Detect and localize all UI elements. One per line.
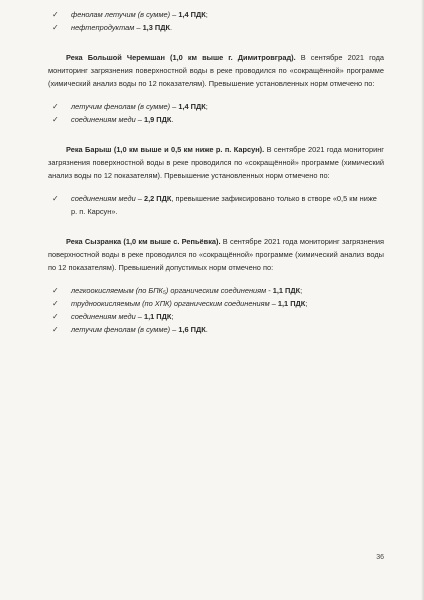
item-end: ; — [205, 102, 208, 111]
section-heading: Река Большой Черемшан (1,0 км выше г. Димитровград). — [66, 53, 296, 62]
item-value: 1,1 ПДК — [277, 299, 306, 308]
checkmark-icon: ✓ — [52, 10, 59, 19]
checkmark-icon: ✓ — [52, 194, 59, 203]
item-dash: - — [266, 286, 273, 295]
page-content — [48, 8, 384, 336]
item-end: . — [205, 325, 208, 334]
item-value: 1,6 ПДК — [178, 325, 206, 334]
checkmark-icon: ✓ — [52, 102, 59, 111]
section-body: В сентябре 2021 года мониторинг загрязнения поверхностной воды в реке проводился по «сокращённой» программе (химический анализ воды по 12 показателям). Превышение установленных норм отмечено по: — [48, 53, 384, 88]
item-end: . — [169, 23, 173, 32]
section-paragraph — [48, 143, 384, 182]
list-item — [48, 297, 384, 310]
item-text: летучим фенолам (в сумме) — [71, 325, 171, 334]
list-item — [48, 192, 384, 218]
list-item — [48, 21, 384, 34]
item-dash: – — [170, 325, 179, 334]
list-item — [48, 8, 384, 21]
item-end: ; — [205, 10, 208, 19]
page-number: 36 — [376, 554, 384, 561]
list-item — [48, 323, 384, 336]
section-paragraph — [48, 235, 384, 274]
item-dash: – — [135, 115, 144, 124]
checkmark-icon: ✓ — [52, 23, 59, 32]
checkmark-icon: ✓ — [52, 286, 59, 295]
list-item — [48, 310, 384, 323]
item-value: 1,3 ПДК — [142, 23, 170, 32]
section-body: В сентябре 2021 года мониторинг загрязнения поверхностной воды в реке проводился по «сокращённой» программе (химический анализ воды по 12 показателям). Превышений допустимых норм отмечено по: — [48, 237, 384, 272]
item-dash: – — [135, 194, 144, 203]
item-dash: – — [170, 102, 179, 111]
item-text: трудноокисляемым (по ХПК) органическим соединениям — [71, 299, 270, 308]
section-heading: Река Барыш (1,0 км выше и 0,5 км ниже р. п. Карсун). — [66, 145, 265, 154]
item-dash: – — [135, 312, 144, 321]
checkmark-icon: ✓ — [52, 115, 59, 124]
list-item — [48, 113, 384, 126]
section-heading: Река Сызранка (1,0 км выше с. Репьёвка). — [66, 237, 221, 246]
item-text: нефтепродуктам — [71, 23, 135, 32]
checkmark-icon: ✓ — [52, 325, 59, 334]
item-text: соединениям меди — [71, 194, 136, 203]
item-dash: – — [269, 299, 278, 308]
list-item — [48, 284, 384, 297]
item-dash: – — [170, 10, 179, 19]
section-body: В сентябре 2021 года мониторинг загрязнения поверхностной воды в реке проводился по «сокращённой» программе (химический анализ воды по 12 показателям). Превышение установленных норм отмечено по: — [48, 145, 384, 180]
checkmark-icon: ✓ — [52, 312, 59, 321]
item-value: 1,1 ПДК — [272, 286, 301, 295]
item-value: 1,4 ПДК — [178, 102, 206, 111]
item-text: фенолам летучим (в сумме) — [71, 10, 171, 19]
item-end: ; — [300, 286, 303, 295]
item-end: ; — [305, 299, 308, 308]
item-value: 1,1 ПДК — [143, 312, 172, 321]
list-item — [48, 100, 384, 113]
item-value: 1,4 ПДК — [178, 10, 206, 19]
item-value: 2,2 ПДК — [143, 194, 172, 203]
item-end: , превышение зафиксировано только в створе «0,5 км ниже р. п. Карсун». — [71, 194, 377, 216]
item-dash: – — [134, 23, 143, 32]
item-value: 1,9 ПДК — [143, 115, 172, 124]
item-end: ; — [171, 312, 174, 321]
item-text: легкоокисляемым (по БПК₅) органическим соединениям — [71, 286, 267, 295]
item-text: летучим фенолам (в сумме) — [71, 102, 171, 111]
section-paragraph — [48, 51, 384, 90]
item-text: соединениям меди — [71, 312, 136, 321]
item-end: . — [171, 115, 174, 124]
item-text: соединениям меди — [71, 115, 136, 124]
checkmark-icon: ✓ — [52, 299, 59, 308]
